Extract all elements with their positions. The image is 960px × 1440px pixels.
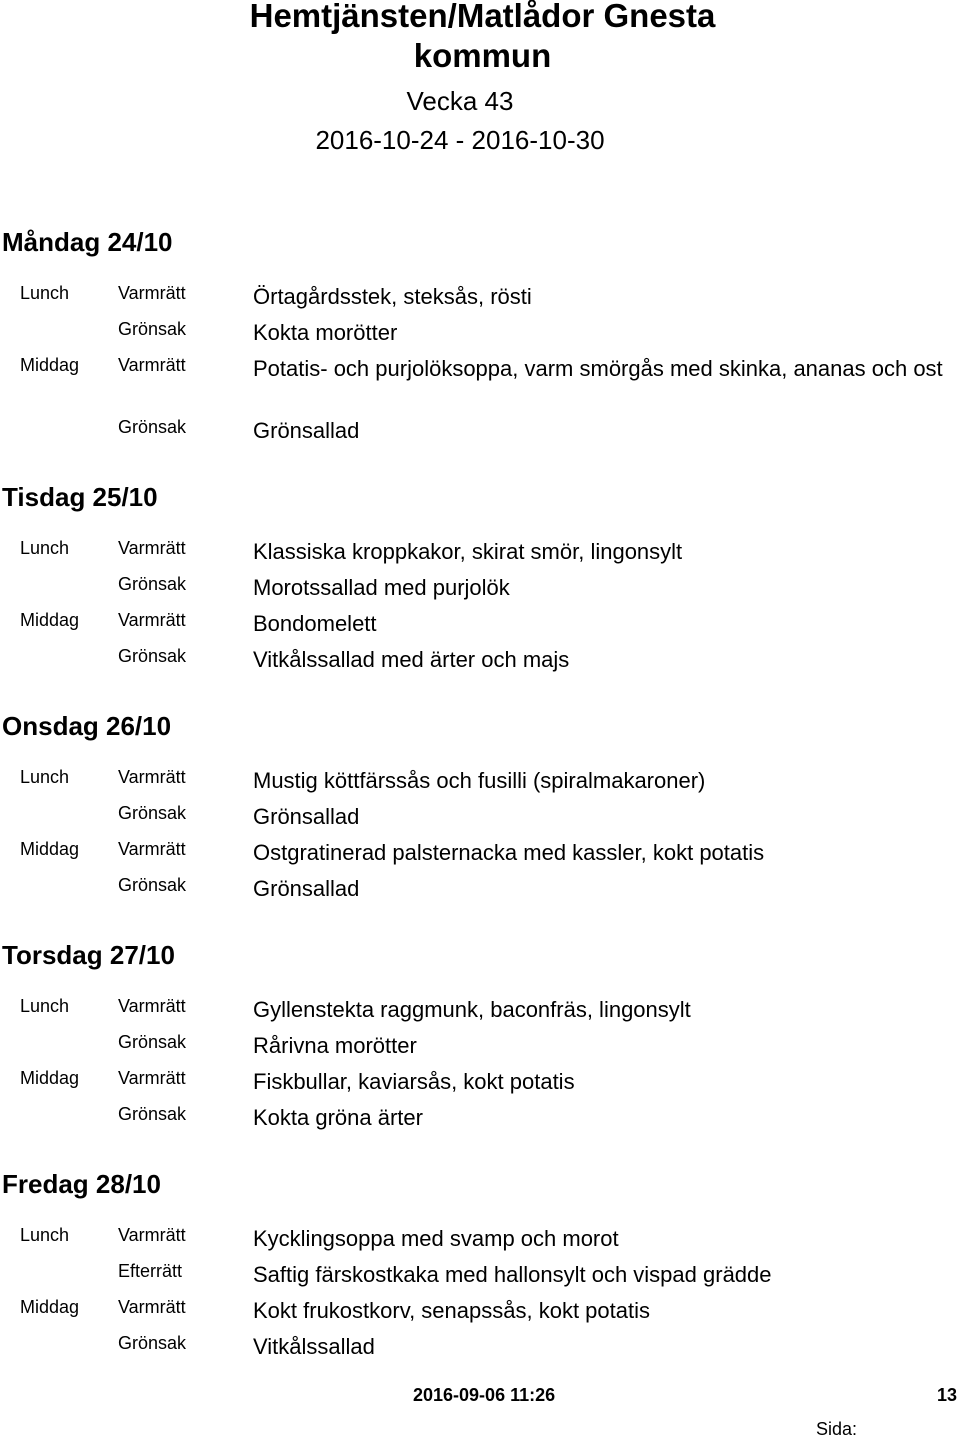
day-heading: Fredag 28/10 xyxy=(2,1169,161,1199)
dish-category: Grönsak xyxy=(118,803,187,823)
day-heading: Torsdag 27/10 xyxy=(2,940,175,970)
dish-name: Grönsallad xyxy=(253,804,360,829)
meal-type: Lunch xyxy=(20,1225,70,1245)
week-label: Vecka 43 xyxy=(406,86,514,116)
dish-name: Potatis- och purjolöksoppa, varm smörgås med skinka, ananas och ost xyxy=(253,356,943,381)
footer-page-number: 13 xyxy=(937,1385,958,1405)
dish-name: Saftig färskostkaka med hallonsylt och vispad grädde xyxy=(253,1262,772,1287)
dish-category: Grönsak xyxy=(118,1104,187,1124)
dish-name: Vitkålssallad med ärter och majs xyxy=(253,647,570,672)
dish-category: Varmrätt xyxy=(118,1297,186,1317)
dish-name: Grönsallad xyxy=(253,418,360,443)
meal-type: Middag xyxy=(20,610,80,630)
dish-name: Morotssallad med purjolök xyxy=(253,575,510,600)
dish-category: Grönsak xyxy=(118,574,187,594)
day-heading: Måndag 24/10 xyxy=(2,227,173,257)
footer-page-label: Sida: xyxy=(816,1419,858,1439)
day-heading: Onsdag 26/10 xyxy=(2,711,172,741)
meal-type: Middag xyxy=(20,839,80,859)
dish-category: Grönsak xyxy=(118,646,187,666)
dish-category: Varmrätt xyxy=(118,1068,186,1088)
dish-category: Grönsak xyxy=(118,875,187,895)
dish-category: Varmrätt xyxy=(118,610,186,630)
dish-name: Ostgratinerad palsternacka med kassler, kokt potatis xyxy=(253,840,765,865)
dish-name: Rårivna morötter xyxy=(253,1033,417,1058)
dish-category: Varmrätt xyxy=(118,839,186,859)
dish-name: Klassiska kroppkakor, skirat smör, lingonsylt xyxy=(253,539,683,564)
document-title-line2: kommun xyxy=(413,37,552,74)
dish-name: Fiskbullar, kaviarsås, kokt potatis xyxy=(253,1069,575,1094)
dish-name: Bondomelett xyxy=(253,611,377,636)
dish-name: Kokta morötter xyxy=(253,320,398,345)
document-title-line1: Hemtjänsten/Matlådor Gnesta xyxy=(249,0,716,34)
meal-type: Lunch xyxy=(20,767,70,787)
dish-category: Varmrätt xyxy=(118,538,186,558)
dish-name: Kokta gröna ärter xyxy=(253,1105,423,1130)
footer-print-date: 2016-09-06 11:26 xyxy=(413,1385,556,1405)
dish-category: Grönsak xyxy=(118,417,187,437)
dish-name: Grönsallad xyxy=(253,876,360,901)
dish-category: Grönsak xyxy=(118,1032,187,1052)
dish-name: Örtagårdsstek, steksås, rösti xyxy=(253,284,532,309)
dish-category: Varmrätt xyxy=(118,283,186,303)
meal-type: Middag xyxy=(20,1297,80,1317)
day-heading: Tisdag 25/10 xyxy=(2,482,158,512)
dish-name: Kokt frukostkorv, senapssås, kokt potatis xyxy=(253,1298,650,1323)
dish-name: Gyllenstekta raggmunk, baconfräs, lingonsylt xyxy=(253,997,691,1022)
dish-category: Varmrätt xyxy=(118,1225,186,1245)
meal-type: Middag xyxy=(20,1068,80,1088)
dish-name: Kycklingsoppa med svamp och morot xyxy=(253,1226,619,1251)
dish-name: Mustig köttfärssås och fusilli (spiralmakaroner) xyxy=(253,768,706,793)
dish-category: Efterrätt xyxy=(118,1261,183,1281)
dish-category: Grönsak xyxy=(118,1333,187,1353)
dish-category: Varmrätt xyxy=(118,996,186,1016)
dish-category: Varmrätt xyxy=(118,355,186,375)
meal-type: Lunch xyxy=(20,538,70,558)
dish-category: Varmrätt xyxy=(118,767,186,787)
dish-category: Grönsak xyxy=(118,319,187,339)
meal-type: Lunch xyxy=(20,283,70,303)
meal-type: Middag xyxy=(20,355,80,375)
dish-name: Vitkålssallad xyxy=(253,1334,375,1359)
date-range: 2016-10-24 - 2016-10-30 xyxy=(315,125,605,155)
meal-type: Lunch xyxy=(20,996,70,1016)
